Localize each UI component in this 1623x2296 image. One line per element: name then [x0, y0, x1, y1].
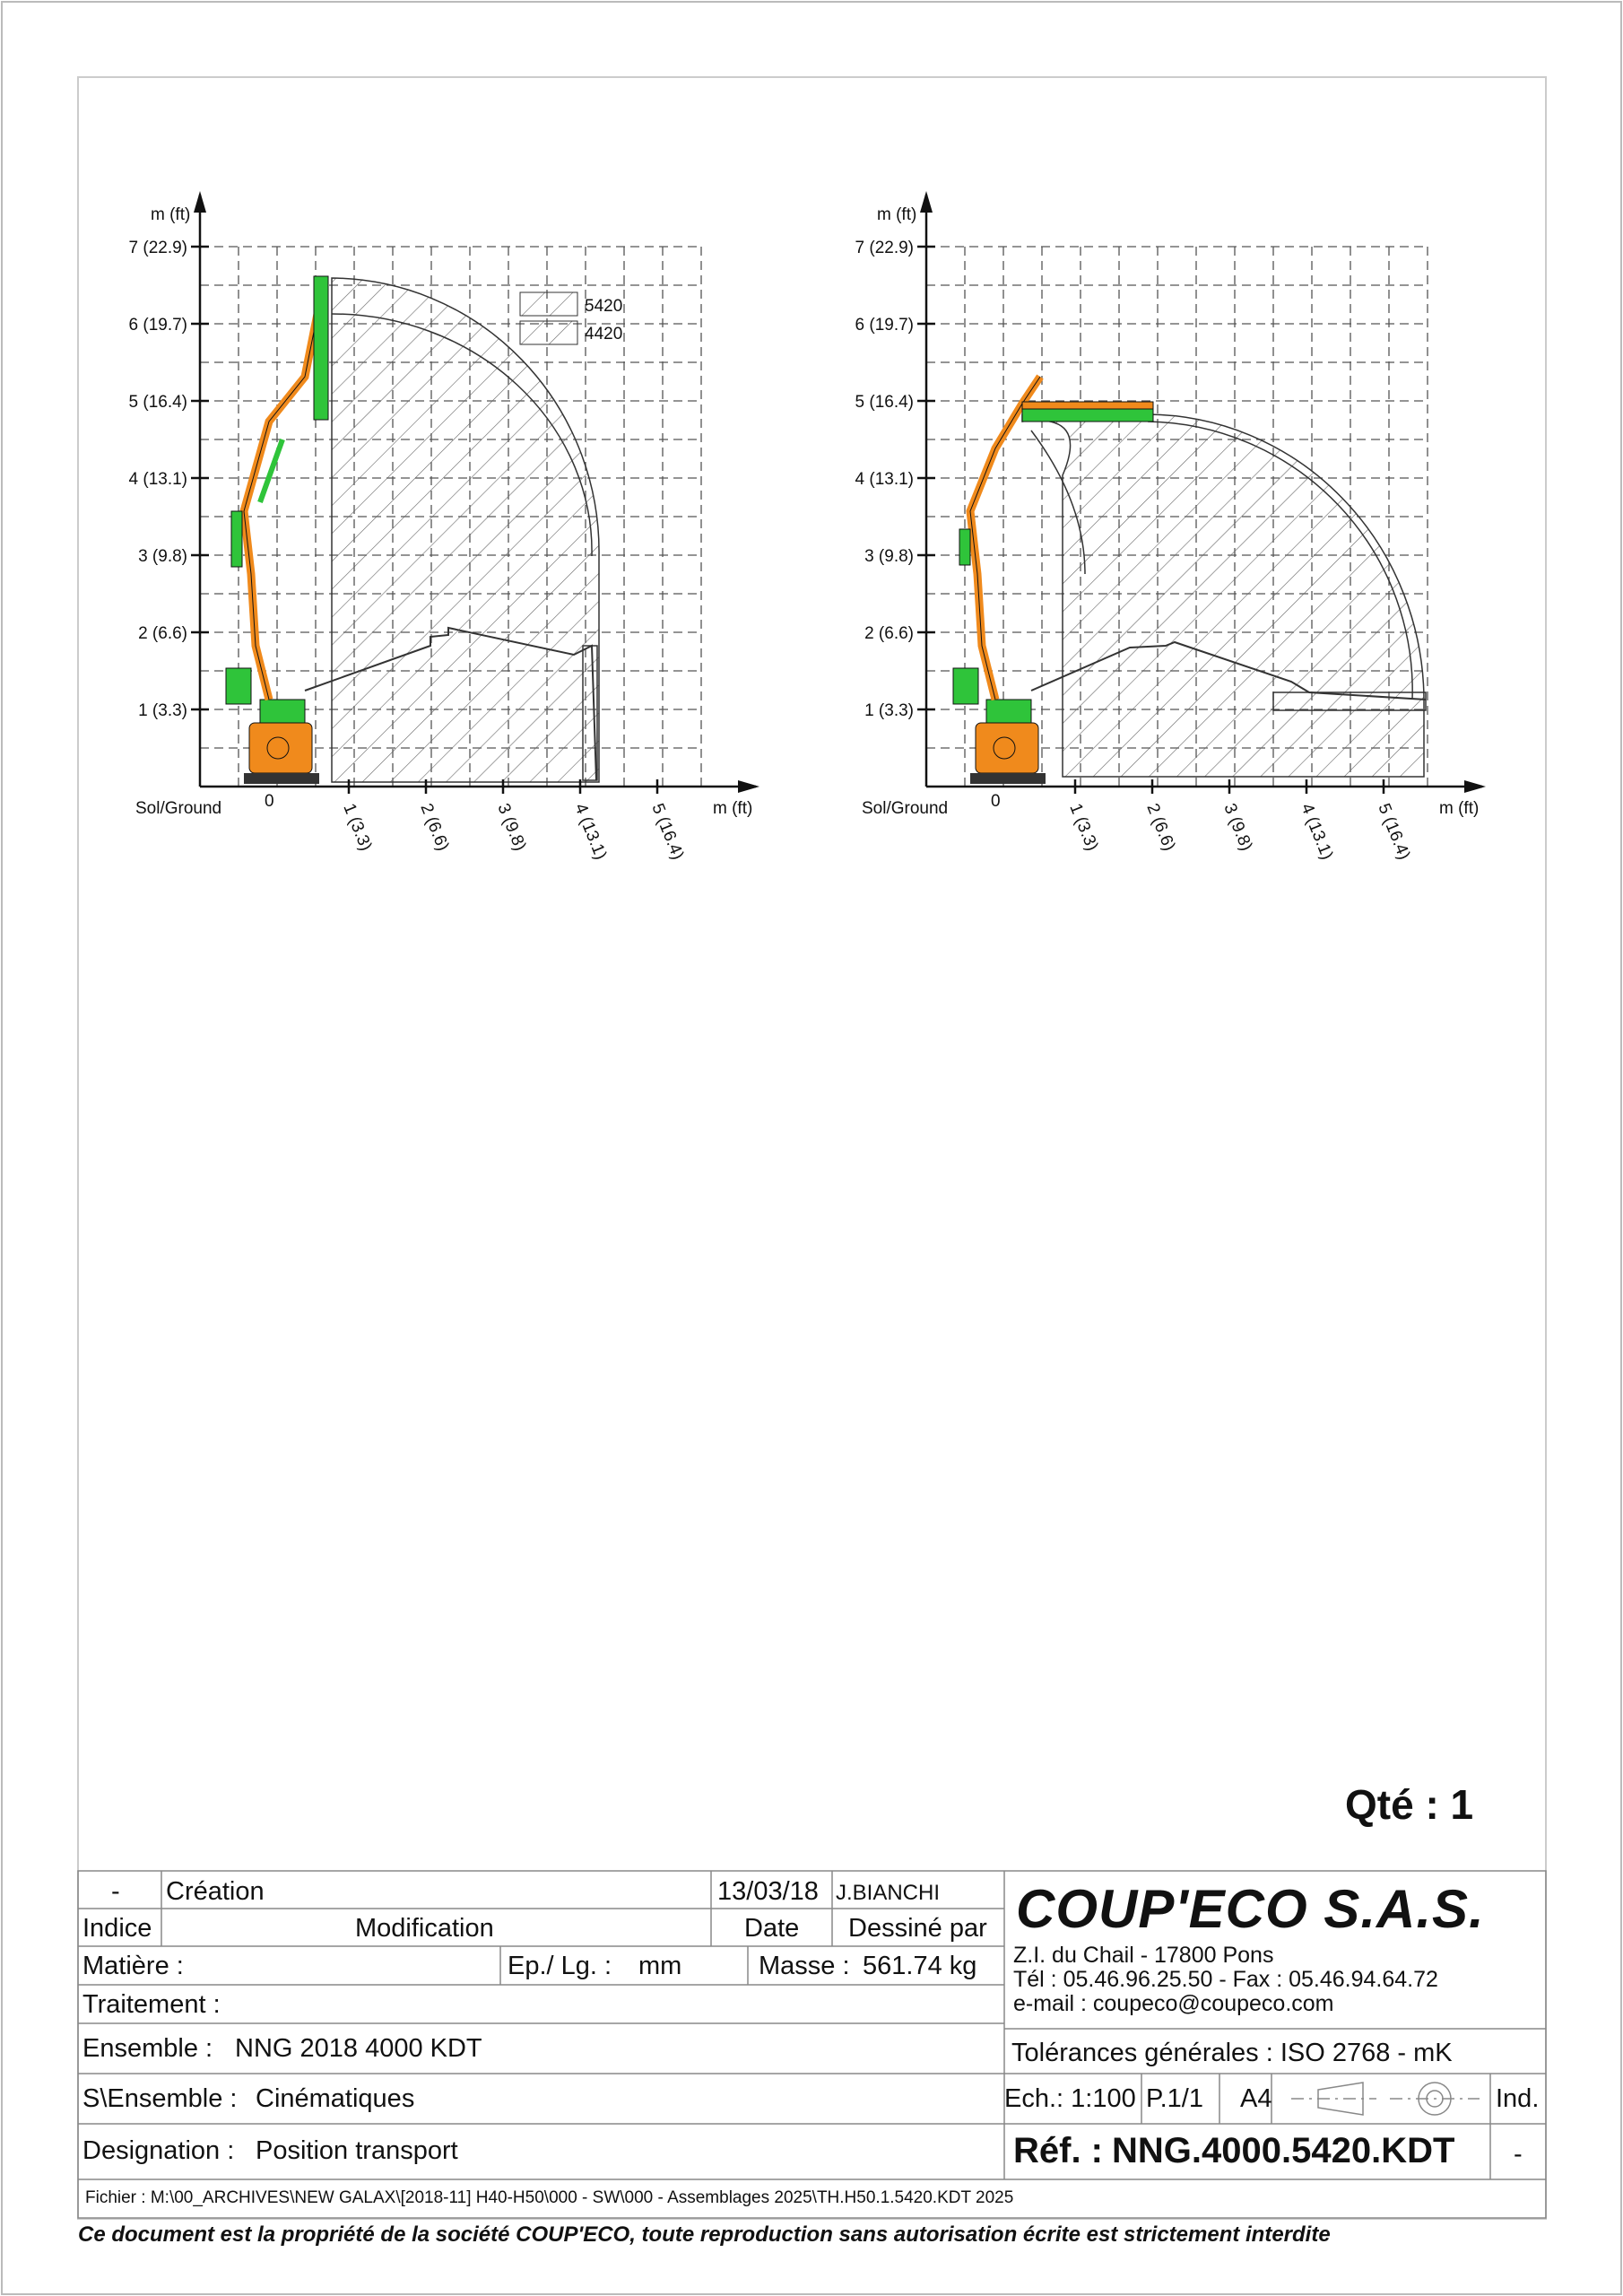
y-tick-label: 1 (3.3) [138, 701, 187, 720]
header-index: Indice [82, 1914, 152, 1943]
x-tick-label: 4 (13.1) [1297, 801, 1337, 863]
legend-label-4420: 4420 [585, 325, 623, 344]
general-tolerances: Tolérances générales : ISO 2768 - mK [1011, 2039, 1453, 2067]
x-tick-label: 1 (3.3) [1065, 801, 1102, 854]
reference-value: NNG.4000.5420.KDT [1112, 2131, 1455, 2170]
x-tick-label: 2 (6.6) [416, 801, 453, 854]
file-path: Fichier : M:\00_ARCHIVES\NEW GALAX\[2018-11] H40-H50\000 - SW\000 - Assemblages 2025\TH.H50.1.5420.KDT 2025 [85, 2188, 1014, 2207]
origin-label: 0 [991, 792, 1001, 811]
y-tick-label: 4 (13.1) [128, 470, 187, 489]
x-axis-unit-label: m (ft) [713, 799, 753, 818]
company-address: Z.I. du Chail - 17800 Pons [1013, 1943, 1274, 1968]
revision-author: J.BIANCHI [836, 1881, 941, 1905]
x-tick-label: 4 (13.1) [570, 801, 611, 863]
format-label: A4 [1240, 2084, 1272, 2113]
subassembly-value: Cinématiques [256, 2084, 415, 2113]
subassembly-label: S\Ensemble : [82, 2084, 238, 2113]
revision-date: 13/03/18 [717, 1877, 819, 1906]
x-tick-label: 3 (9.8) [493, 801, 530, 854]
index-value: - [1514, 2140, 1523, 2169]
index-label: Ind. [1496, 2084, 1540, 2113]
origin-label: 0 [265, 792, 274, 811]
legend-swatch-4420 [520, 321, 577, 344]
ownership-notice: Ce document est la propriété de la société COUP'ECO, toute reproduction sans autorisation écrite est strictement interdite [78, 2222, 1331, 2247]
x-tick-label: 5 (16.4) [1374, 801, 1414, 863]
y-tick-label: 3 (9.8) [864, 547, 914, 566]
reference-number [1013, 2131, 1454, 2171]
y-axis-arrow-icon [920, 191, 933, 213]
y-tick-label: 6 (19.7) [855, 316, 914, 335]
y-tick-label: 5 (16.4) [855, 393, 914, 412]
x-tick-label: 3 (9.8) [1219, 801, 1256, 854]
quantity-label: Qté : 1 [1345, 1781, 1474, 1828]
revision-description: Création [166, 1877, 265, 1906]
header-date: Date [744, 1914, 800, 1943]
y-axis-unit-label: m (ft) [877, 205, 917, 224]
company-email: e-mail : coupeco@coupeco.com [1013, 1991, 1334, 2016]
mass-label: Masse : [759, 1952, 850, 1980]
x-axis-arrow-icon [1464, 780, 1486, 793]
page-label: P.1/1 [1146, 2084, 1203, 2113]
y-tick-label: 2 (6.6) [864, 624, 914, 643]
designation-value: Position transport [256, 2136, 458, 2165]
y-tick-label: 7 (22.9) [855, 239, 914, 257]
y-tick-label: 3 (9.8) [138, 547, 187, 566]
company-phone: Tél : 05.46.96.25.50 - Fax : 05.46.94.64.72 [1013, 1967, 1438, 1992]
designation-label: Designation : [82, 2136, 235, 2165]
reach-envelope-5420 [332, 278, 599, 782]
header-modification: Modification [355, 1914, 494, 1943]
ground-label: Sol/Ground [862, 799, 949, 818]
y-tick-label: 5 (16.4) [128, 393, 187, 412]
x-tick-label: 5 (16.4) [647, 801, 688, 863]
treatment-label: Traitement : [82, 1990, 221, 2019]
tractor-carrier-icon [244, 700, 319, 784]
assembly-label: Ensemble : [82, 2034, 213, 2063]
thickness-label: Ep./ Lg. : [508, 1952, 612, 1980]
reach-diagram-transport-horizontal [855, 191, 1486, 863]
tractor-carrier-icon [970, 700, 1046, 784]
reach-diagram-transport-vertical [129, 191, 759, 863]
y-tick-label: 1 (3.3) [864, 701, 914, 720]
legend-label-5420: 5420 [585, 297, 623, 316]
scale-label: Ech.: 1:100 [1004, 2084, 1136, 2113]
header-drawn-by: Dessiné par [848, 1914, 987, 1943]
x-axis-unit-label: m (ft) [1439, 799, 1480, 818]
reach-envelope-5420 [1022, 414, 1424, 777]
third-angle-projection-icon [1291, 2083, 1480, 2115]
material-label: Matière : [82, 1952, 184, 1980]
y-tick-label: 6 (19.7) [128, 316, 187, 335]
y-tick-label: 4 (13.1) [855, 470, 914, 489]
reference-label: Réf. : [1013, 2131, 1103, 2170]
thickness-unit: mm [638, 1952, 682, 1980]
y-tick-label: 2 (6.6) [138, 624, 187, 643]
x-axis-arrow-icon [738, 780, 759, 793]
company-name: COUP'ECO S.A.S. [1016, 1879, 1485, 1939]
y-tick-label: 7 (22.9) [128, 239, 187, 257]
x-tick-label: 2 (6.6) [1142, 801, 1179, 854]
mass-value: 561.74 kg [863, 1952, 977, 1980]
ground-label: Sol/Ground [135, 799, 222, 818]
x-tick-label: 1 (3.3) [339, 801, 376, 854]
revision-index: - [111, 1877, 120, 1906]
assembly-value: NNG 2018 4000 KDT [235, 2034, 482, 2063]
legend-swatch-5420 [520, 292, 577, 316]
y-axis-arrow-icon [194, 191, 206, 213]
y-axis-unit-label: m (ft) [151, 205, 191, 224]
